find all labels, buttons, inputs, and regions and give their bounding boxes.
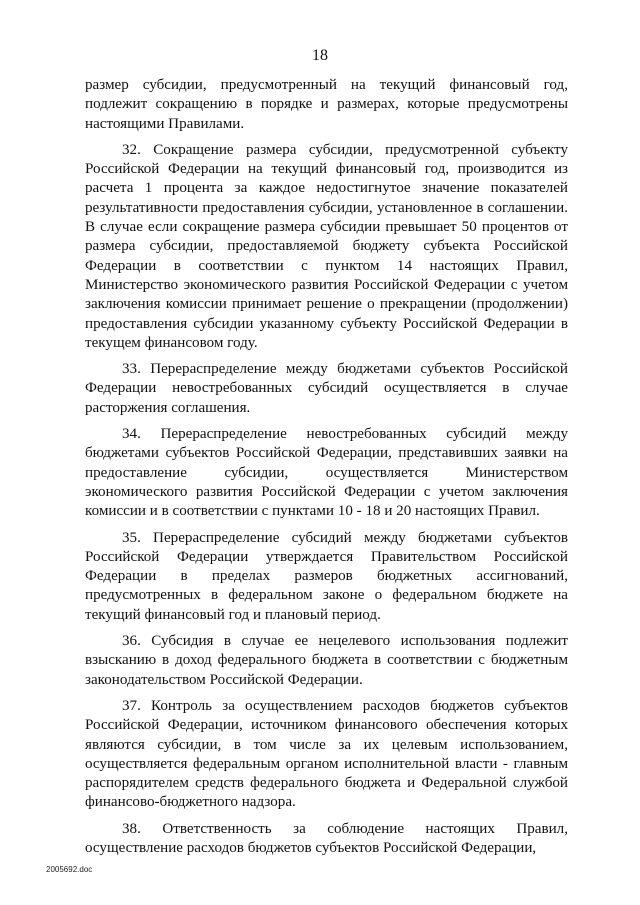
paragraph-continuation: размер субсидии, предусмотренный на текущий финансовый год, подлежит сокращению в порядке и размерах, которые предусмотрены настоящими Правилами. xyxy=(85,77,568,132)
paragraph-34: 34. Перераспределение невостребованных субсидий между бюджетами субъектов Российской Федерации, представивших заявки на предоставление субсидии, осуществляется Министерством экономического развития Российской Федерации с учетом заключения комиссии и в соответствии с пунктами 10 - 18 и 20 настоящих Правил. xyxy=(85,426,568,520)
paragraph-33: 33. Перераспределение между бюджетами субъектов Российской Федерации невостребованных субсидий осуществляется в случае расторжения соглашения. xyxy=(85,361,568,416)
paragraph-38: 38. Ответственность за соблюдение настоящих Правил, осуществление расходов бюджетов субъектов Российской Федерации, xyxy=(85,820,568,856)
paragraph-36: 36. Субсидия в случае ее нецелевого использования подлежит взысканию в доход федерального бюджета в соответствии с бюджетным законодательством Российской Федерации. xyxy=(85,633,568,688)
paragraph-35: 35. Перераспределение субсидий между бюджетами субъектов Российской Федерации утверждается Правительством Российской Федерации в пределах размеров бюджетных ассигнований, предусмотренных в федеральном законе о федеральном бюджете на текущий финансовый год и плановый период. xyxy=(85,529,568,623)
page-number: 18 xyxy=(312,47,328,64)
paragraph-37: 37. Контроль за осуществлением расходов бюджетов субъектов Российской Федерации, источником финансового обеспечения которых являются субсидии, в том числе за их целевым использованием, осуществляется федеральным органом исполнительной власти - главным распорядителем средств федерального бюджета и Федеральной службой финансово-бюджетного надзора. xyxy=(85,697,568,811)
document-body xyxy=(85,76,568,865)
footer-filename: 2005692.doc xyxy=(46,865,93,874)
paragraph-32: 32. Сокращение размера субсидии, предусмотренной субъекту Российской Федерации на текущий финансовый год, производится из расчета 1 процента за каждое недостигнутое значение показателей результативности предоставления субсидии, установленное в соглашении. В случае если сокращение размера субсидии превышает 50 процентов от размера субсидии, предоставляемой бюджету субъекта Российской Федерации в соответствии с пунктом 14 настоящих Правил, Министерство экономического развития Российской Федерации с учетом заключения комиссии принимает решение о прекращении (продолжении) предоставления субсидии указанному субъекту Российской Федерации в текущем финансовом году. xyxy=(85,141,568,351)
